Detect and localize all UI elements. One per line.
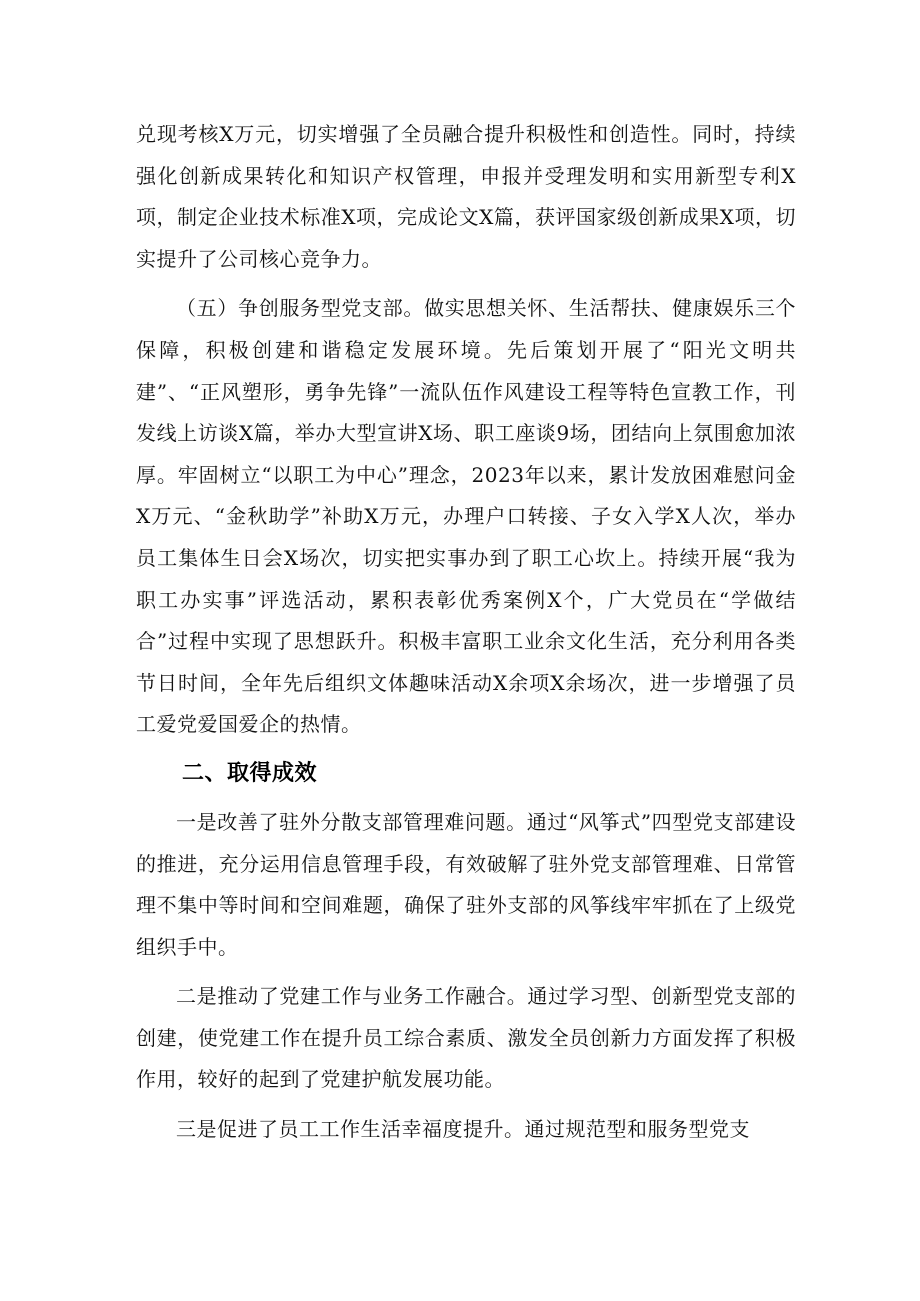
section-heading-achievements: 二、取得成效	[182, 760, 318, 786]
paragraph-achievement-three: 三是促进了员工工作生活幸福度提升。通过规范型和服务型党支	[176, 1117, 750, 1142]
paragraph-achievement-one: 一是改善了驻外分散支部管理难问题。通过“风筝式”四型党支部建设的推进，充分运用信息管理手段，有效破解了驻外党支部管理难、日常管理不集中等时间和空间难题，确保了驻外支部的风筝线牢牢抓在了上级党组织手中。	[136, 809, 796, 959]
document-body	[136, 114, 796, 1151]
paragraph-innovation-results: 兑现考核X万元，切实增强了全员融合提升积极性和创造性。同时，持续强化创新成果转化和知识产权管理，申报并受理发明和实用新型专利X项，制定企业技术标准X项，完成论文X篇，获评国家级创新成果X项，切实提升了公司核心竞争力。	[136, 122, 796, 271]
paragraph-service-branch: （五）争创服务型党支部。做实思想关怀、生活帮扶、健康娱乐三个保障，积极创建和谐稳定发展环境。先后策划开展了“阳光文明共建”、“正风塑形，勇争先锋”一流队伍作风建设工程等特色宣教工作，刊发线上访谈X篇，举办大型宣讲X场、职工座谈9场，团结向上氛围愈加浓厚。牢固树立“以职工为中心”理念，2023年以来，累计发放困难慰问金X万元、“金秋助学”补助X万元，办理户口转接、子女入学X人次，举办员工集体生日会X场次，切实把实事办到了职工心坎上。持续开展“我为职工办实事”评选活动，累积表彰优秀案例X个，广大党员在“学做结合”过程中实现了思想跃升。积极丰富职工业余文化生活，充分利用各类节日时间，全年先后组织文体趣味活动X余项X余场次，进一步增强了员工爱党爱国爱企的热情。	[136, 296, 796, 737]
paragraph-achievement-two: 二是推动了党建工作与业务工作融合。通过学习型、创新型党支部的创建，使党建工作在提升员工综合素质、激发全员创新力方面发挥了积极作用，较好的起到了党建护航发展功能。	[136, 984, 796, 1092]
